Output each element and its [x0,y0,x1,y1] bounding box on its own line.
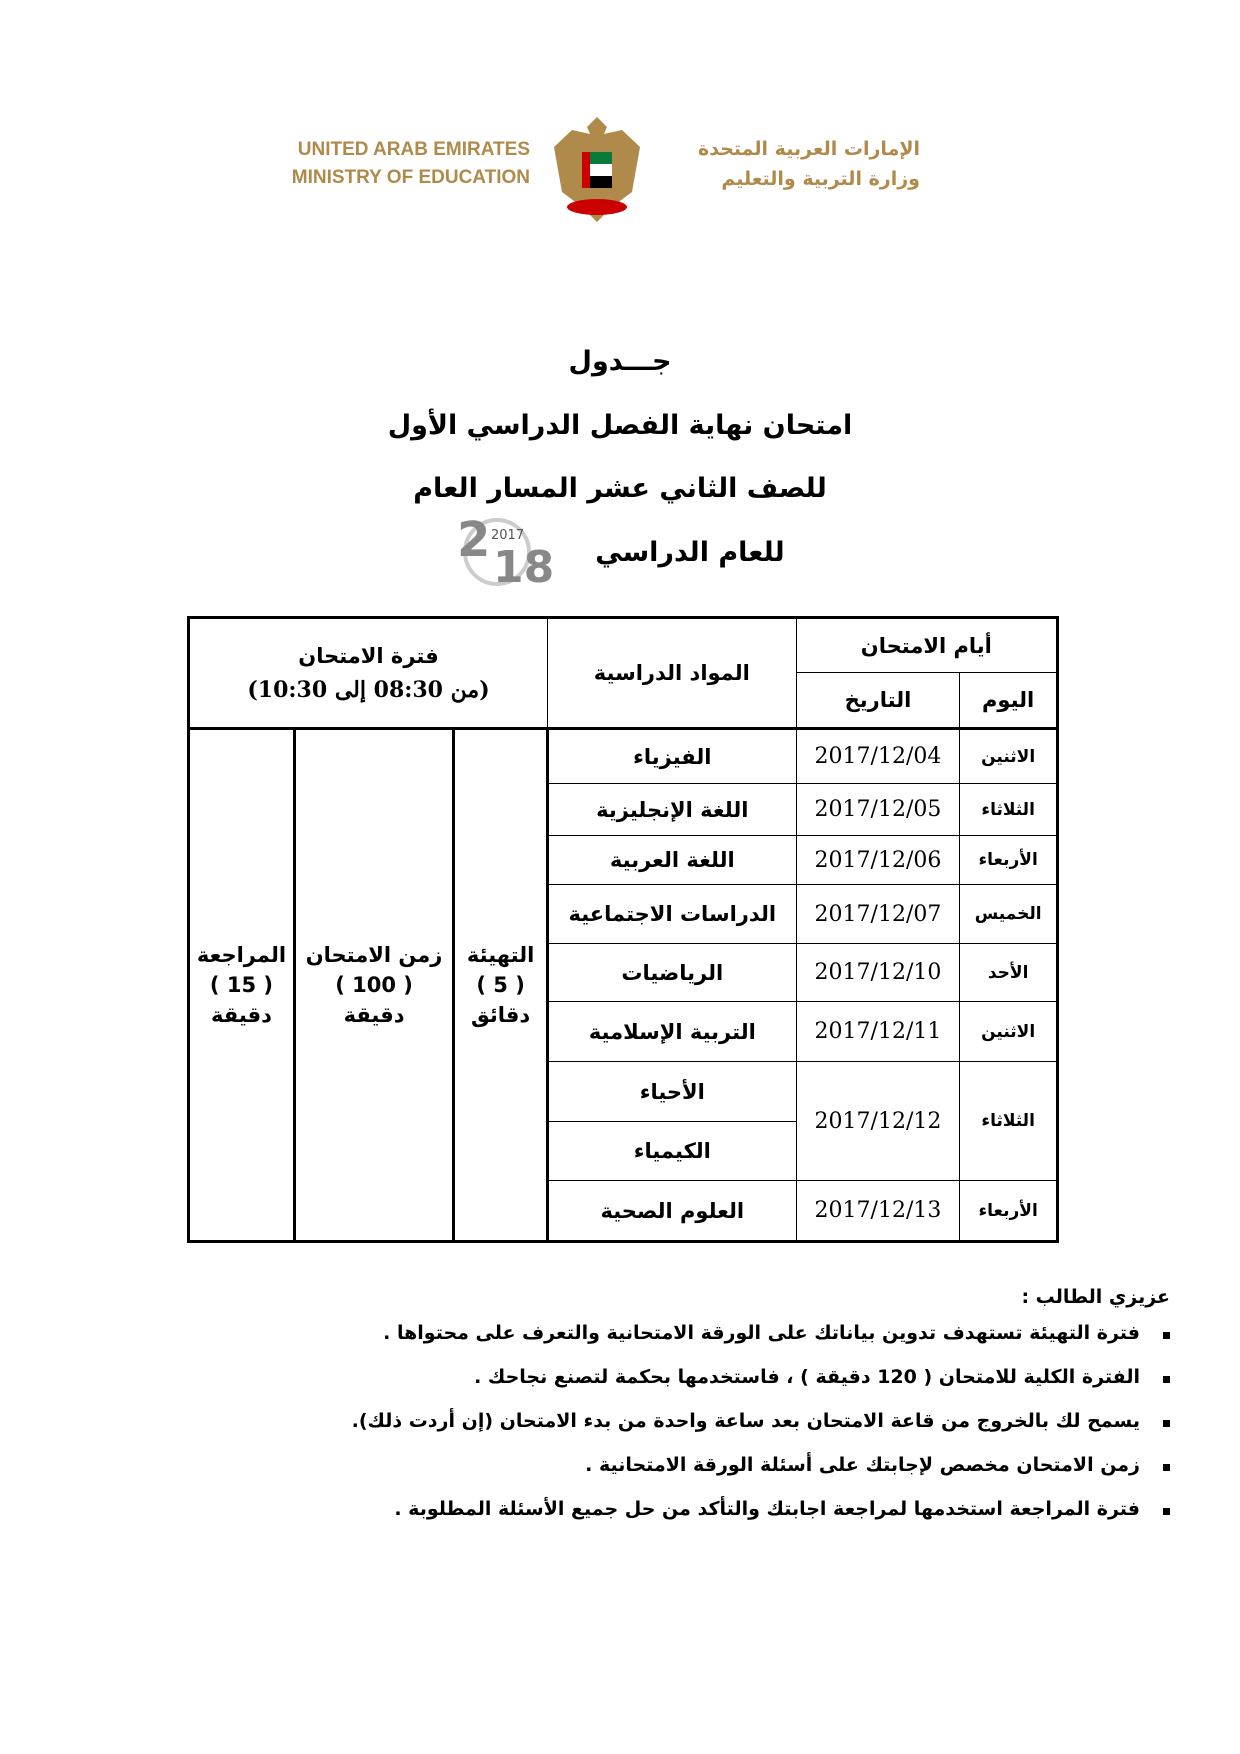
year-2017-2018-logo [455,512,555,593]
review-value: ( 15 ) [209,973,273,997]
exam-value: ( 100 ) [335,973,413,997]
row-date: 2017/12/13 [796,1181,960,1242]
logo-ar-line1: الإمارات العربية المتحدة [698,138,920,160]
header-date: التاريخ [796,673,960,729]
row-subject: اللغة العربية [547,836,796,885]
row-subject: العلوم الصحية [547,1181,796,1242]
row-day: الثلاثاء [960,784,1058,836]
notes-heading: عزيزي الطالب : [1021,1286,1170,1308]
logo-en-line1: UNITED ARAB EMIRATES [297,139,530,160]
row-subject: الفيزياء [547,729,796,784]
row-date: 2017/12/11 [796,1002,960,1062]
year-digit: 2 [457,512,491,568]
exam-duration [294,729,453,1242]
row-day: الثلاثاء [960,1062,1058,1181]
period-label: فترة الامتحان [298,644,439,668]
doc-subtitle: امتحان نهاية الفصل الدراسي الأول [387,410,853,441]
logo-en-line2: MINISTRY OF EDUCATION [291,167,530,188]
ministry-logo-arabic [660,134,920,194]
logo-ar-line2: وزارة التربية والتعليم [721,168,920,190]
row-date: 2017/12/04 [796,729,960,784]
student-notes [100,1286,1170,1542]
exam-unit: دقيقة [343,1003,405,1027]
prep-unit: دقائق [470,1003,531,1027]
prep-period [454,729,548,1242]
review-unit: دقيقة [210,1003,272,1027]
row-day: الخميس [960,885,1058,944]
row-date: 2017/12/07 [796,885,960,944]
note-item: الفترة الكلية للامتحان ( 120 دقيقة ) ، فاستخدمها بحكمة لتصنع نجاحك . [100,1366,1140,1410]
period-time: (من 08:30 إلى 10:30) [247,677,490,703]
header-subjects: المواد الدراسية [547,618,796,729]
row-date: 2017/12/05 [796,784,960,836]
row-day: الاثنين [960,1002,1058,1062]
review-label: المراجعة [196,943,287,967]
uae-falcon-emblem-icon [552,112,642,227]
review-period [189,729,295,1242]
row-subject: اللغة الإنجليزية [547,784,796,836]
doc-title: جـــدول [568,346,672,377]
row-date: 2017/12/10 [796,944,960,1002]
row-subject: الأحياء [547,1062,796,1122]
row-day: الاثنين [960,729,1058,784]
prep-value: ( 5 ) [476,973,525,997]
header-day: اليوم [960,673,1058,729]
row-date: 2017/12/12 [796,1062,960,1181]
row-day: الأربعاء [960,1181,1058,1242]
prep-label: التهيئة [466,943,535,967]
row-subject: التربية الإسلامية [547,1002,796,1062]
note-item: فترة المراجعة استخدمها لمراجعة اجابتك والتأكد من حل جميع الأسئلة المطلوبة . [100,1498,1140,1542]
header-exam-days: أيام الامتحان [796,618,1057,673]
row-date: 2017/12/06 [796,836,960,885]
note-item: يسمح لك بالخروج من قاعة الامتحان بعد ساعة واحدة من بدء الامتحان (إن أردت ذلك). [100,1410,1140,1454]
doc-grade: للصف الثاني عشر المسار العام [413,473,827,504]
exam-label: زمن الامتحان [305,943,443,967]
year-small: 2017 [491,528,525,543]
table-row [189,729,1058,784]
note-item: زمن الامتحان مخصص لإجابتك على أسئلة الورقة الامتحانية . [100,1454,1140,1498]
header-exam-period [189,618,548,729]
exam-schedule-table [187,616,1059,1243]
row-subject: الكيمياء [547,1122,796,1181]
row-subject: الرياضيات [547,944,796,1002]
year-digits: 18 [493,542,555,593]
row-day: الأحد [960,944,1058,1002]
row-subject: الدراسات الاجتماعية [547,885,796,944]
row-day: الأربعاء [960,836,1058,885]
ministry-logo-english [275,136,530,192]
note-item: فترة التهيئة تستهدف تدوين بياناتك على الورقة الامتحانية والتعرف على محتواها . [100,1322,1140,1366]
doc-year-label: للعام الدراسي [595,537,785,568]
